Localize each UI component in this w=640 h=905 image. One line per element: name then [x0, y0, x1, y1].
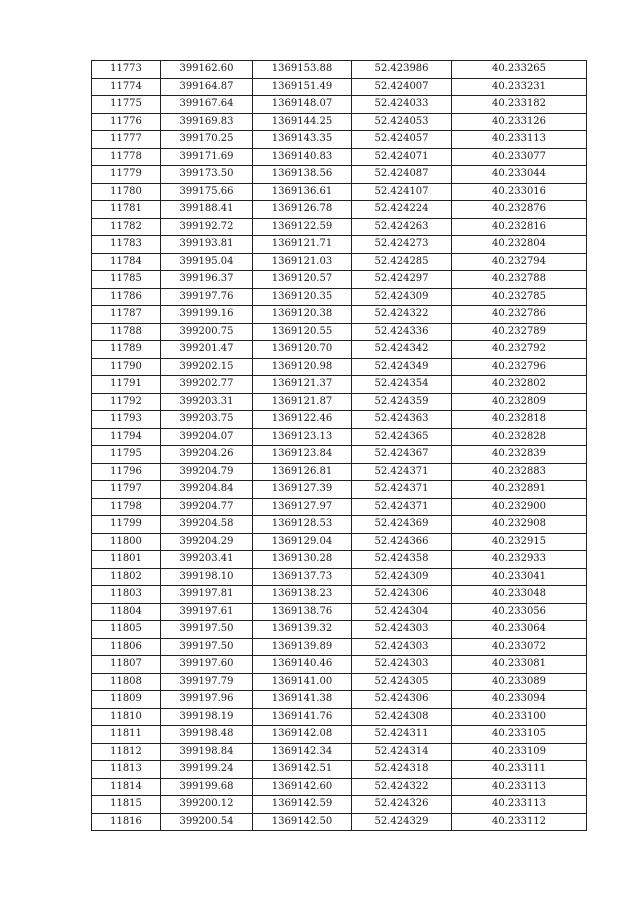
- point-number-cell: 11781: [92, 201, 161, 219]
- longitude-cell: 40.233077: [452, 148, 587, 166]
- longitude-cell: 40.232876: [452, 201, 587, 219]
- latitude-cell: 52.424342: [352, 341, 452, 359]
- x-coordinate-cell: 399200.75: [161, 323, 253, 341]
- latitude-cell: 52.424033: [352, 96, 452, 114]
- x-coordinate-cell: 399173.50: [161, 166, 253, 184]
- point-number-cell: 11790: [92, 358, 161, 376]
- longitude-cell: 40.233182: [452, 96, 587, 114]
- point-number-cell: 11807: [92, 656, 161, 674]
- longitude-cell: 40.232796: [452, 358, 587, 376]
- point-number-cell: 11782: [92, 218, 161, 236]
- latitude-cell: 52.424322: [352, 778, 452, 796]
- latitude-cell: 52.424087: [352, 166, 452, 184]
- y-coordinate-cell: 1369140.83: [253, 148, 352, 166]
- y-coordinate-cell: 1369122.46: [253, 411, 352, 429]
- latitude-cell: 52.424057: [352, 131, 452, 149]
- y-coordinate-cell: 1369122.59: [253, 218, 352, 236]
- x-coordinate-cell: 399195.04: [161, 253, 253, 271]
- table-row: [92, 358, 587, 376]
- latitude-cell: 52.424297: [352, 271, 452, 289]
- x-coordinate-cell: 399197.76: [161, 288, 253, 306]
- table-row: [92, 376, 587, 394]
- table-row: [92, 516, 587, 534]
- point-number-cell: 11776: [92, 113, 161, 131]
- latitude-cell: 52.424303: [352, 638, 452, 656]
- y-coordinate-cell: 1369129.04: [253, 533, 352, 551]
- point-number-cell: 11796: [92, 463, 161, 481]
- latitude-cell: 52.424358: [352, 551, 452, 569]
- point-number-cell: 11791: [92, 376, 161, 394]
- table-row: [92, 568, 587, 586]
- point-number-cell: 11774: [92, 78, 161, 96]
- longitude-cell: 40.232839: [452, 446, 587, 464]
- point-number-cell: 11773: [92, 61, 161, 79]
- longitude-cell: 40.233126: [452, 113, 587, 131]
- y-coordinate-cell: 1369142.08: [253, 726, 352, 744]
- latitude-cell: 52.424314: [352, 743, 452, 761]
- latitude-cell: 52.424329: [352, 813, 452, 831]
- latitude-cell: 52.424363: [352, 411, 452, 429]
- y-coordinate-cell: 1369136.61: [253, 183, 352, 201]
- x-coordinate-cell: 399198.84: [161, 743, 253, 761]
- x-coordinate-cell: 399204.07: [161, 428, 253, 446]
- table-row: [92, 621, 587, 639]
- longitude-cell: 40.233111: [452, 761, 587, 779]
- longitude-cell: 40.232891: [452, 481, 587, 499]
- point-number-cell: 11815: [92, 796, 161, 814]
- x-coordinate-cell: 399202.77: [161, 376, 253, 394]
- table-row: [92, 201, 587, 219]
- table-row: [92, 656, 587, 674]
- y-coordinate-cell: 1369130.28: [253, 551, 352, 569]
- point-number-cell: 11801: [92, 551, 161, 569]
- longitude-cell: 40.232794: [452, 253, 587, 271]
- latitude-cell: 52.424306: [352, 586, 452, 604]
- x-coordinate-cell: 399199.68: [161, 778, 253, 796]
- longitude-cell: 40.233041: [452, 568, 587, 586]
- latitude-cell: 52.424007: [352, 78, 452, 96]
- y-coordinate-cell: 1369142.51: [253, 761, 352, 779]
- x-coordinate-cell: 399197.81: [161, 586, 253, 604]
- point-number-cell: 11786: [92, 288, 161, 306]
- x-coordinate-cell: 399164.87: [161, 78, 253, 96]
- y-coordinate-cell: 1369139.32: [253, 621, 352, 639]
- point-number-cell: 11785: [92, 271, 161, 289]
- longitude-cell: 40.232792: [452, 341, 587, 359]
- point-number-cell: 11780: [92, 183, 161, 201]
- x-coordinate-cell: 399198.19: [161, 708, 253, 726]
- longitude-cell: 40.232933: [452, 551, 587, 569]
- table-row: [92, 183, 587, 201]
- latitude-cell: 52.424306: [352, 691, 452, 709]
- y-coordinate-cell: 1369139.89: [253, 638, 352, 656]
- point-number-cell: 11809: [92, 691, 161, 709]
- point-number-cell: 11813: [92, 761, 161, 779]
- point-number-cell: 11794: [92, 428, 161, 446]
- longitude-cell: 40.232789: [452, 323, 587, 341]
- x-coordinate-cell: 399196.37: [161, 271, 253, 289]
- longitude-cell: 40.232828: [452, 428, 587, 446]
- latitude-cell: 52.424309: [352, 288, 452, 306]
- longitude-cell: 40.233109: [452, 743, 587, 761]
- table-row: [92, 253, 587, 271]
- y-coordinate-cell: 1369120.57: [253, 271, 352, 289]
- longitude-cell: 40.232809: [452, 393, 587, 411]
- longitude-cell: 40.232883: [452, 463, 587, 481]
- latitude-cell: 52.424371: [352, 463, 452, 481]
- x-coordinate-cell: 399170.25: [161, 131, 253, 149]
- point-number-cell: 11789: [92, 341, 161, 359]
- x-coordinate-cell: 399193.81: [161, 236, 253, 254]
- x-coordinate-cell: 399162.60: [161, 61, 253, 79]
- table-row: [92, 288, 587, 306]
- point-number-cell: 11810: [92, 708, 161, 726]
- latitude-cell: 52.424071: [352, 148, 452, 166]
- latitude-cell: 52.424366: [352, 533, 452, 551]
- longitude-cell: 40.233081: [452, 656, 587, 674]
- point-number-cell: 11811: [92, 726, 161, 744]
- longitude-cell: 40.232804: [452, 236, 587, 254]
- point-number-cell: 11795: [92, 446, 161, 464]
- longitude-cell: 40.233105: [452, 726, 587, 744]
- point-number-cell: 11805: [92, 621, 161, 639]
- longitude-cell: 40.233072: [452, 638, 587, 656]
- x-coordinate-cell: 399204.84: [161, 481, 253, 499]
- table-row: [92, 428, 587, 446]
- y-coordinate-cell: 1369120.98: [253, 358, 352, 376]
- y-coordinate-cell: 1369127.39: [253, 481, 352, 499]
- point-number-cell: 11814: [92, 778, 161, 796]
- longitude-cell: 40.232900: [452, 498, 587, 516]
- y-coordinate-cell: 1369151.49: [253, 78, 352, 96]
- point-number-cell: 11784: [92, 253, 161, 271]
- longitude-cell: 40.233056: [452, 603, 587, 621]
- x-coordinate-cell: 399201.47: [161, 341, 253, 359]
- y-coordinate-cell: 1369144.25: [253, 113, 352, 131]
- table-row: [92, 586, 587, 604]
- table-row: [92, 393, 587, 411]
- latitude-cell: 52.424371: [352, 481, 452, 499]
- point-number-cell: 11777: [92, 131, 161, 149]
- point-number-cell: 11797: [92, 481, 161, 499]
- x-coordinate-cell: 399197.96: [161, 691, 253, 709]
- x-coordinate-cell: 399199.16: [161, 306, 253, 324]
- point-number-cell: 11783: [92, 236, 161, 254]
- longitude-cell: 40.233113: [452, 778, 587, 796]
- x-coordinate-cell: 399197.79: [161, 673, 253, 691]
- point-number-cell: 11792: [92, 393, 161, 411]
- point-number-cell: 11804: [92, 603, 161, 621]
- latitude-cell: 52.423986: [352, 61, 452, 79]
- x-coordinate-cell: 399169.83: [161, 113, 253, 131]
- point-number-cell: 11798: [92, 498, 161, 516]
- table-row: [92, 796, 587, 814]
- y-coordinate-cell: 1369141.76: [253, 708, 352, 726]
- y-coordinate-cell: 1369120.70: [253, 341, 352, 359]
- x-coordinate-cell: 399197.50: [161, 638, 253, 656]
- longitude-cell: 40.232908: [452, 516, 587, 534]
- latitude-cell: 52.424369: [352, 516, 452, 534]
- y-coordinate-cell: 1369141.38: [253, 691, 352, 709]
- longitude-cell: 40.233016: [452, 183, 587, 201]
- longitude-cell: 40.233094: [452, 691, 587, 709]
- latitude-cell: 52.424354: [352, 376, 452, 394]
- x-coordinate-cell: 399203.31: [161, 393, 253, 411]
- longitude-cell: 40.233112: [452, 813, 587, 831]
- y-coordinate-cell: 1369121.87: [253, 393, 352, 411]
- table-row: [92, 673, 587, 691]
- coordinate-table-body: [92, 61, 587, 831]
- longitude-cell: 40.232802: [452, 376, 587, 394]
- y-coordinate-cell: 1369123.13: [253, 428, 352, 446]
- y-coordinate-cell: 1369153.88: [253, 61, 352, 79]
- latitude-cell: 52.424367: [352, 446, 452, 464]
- table-row: [92, 463, 587, 481]
- x-coordinate-cell: 399188.41: [161, 201, 253, 219]
- table-row: [92, 218, 587, 236]
- x-coordinate-cell: 399204.79: [161, 463, 253, 481]
- longitude-cell: 40.233064: [452, 621, 587, 639]
- latitude-cell: 52.424309: [352, 568, 452, 586]
- longitude-cell: 40.232788: [452, 271, 587, 289]
- table-row: [92, 498, 587, 516]
- point-number-cell: 11812: [92, 743, 161, 761]
- point-number-cell: 11799: [92, 516, 161, 534]
- point-number-cell: 11778: [92, 148, 161, 166]
- longitude-cell: 40.232816: [452, 218, 587, 236]
- longitude-cell: 40.232915: [452, 533, 587, 551]
- table-row: [92, 113, 587, 131]
- longitude-cell: 40.233044: [452, 166, 587, 184]
- table-row: [92, 743, 587, 761]
- point-number-cell: 11788: [92, 323, 161, 341]
- longitude-cell: 40.232818: [452, 411, 587, 429]
- longitude-cell: 40.232786: [452, 306, 587, 324]
- point-number-cell: 11787: [92, 306, 161, 324]
- latitude-cell: 52.424224: [352, 201, 452, 219]
- longitude-cell: 40.233113: [452, 796, 587, 814]
- table-row: [92, 131, 587, 149]
- y-coordinate-cell: 1369120.35: [253, 288, 352, 306]
- x-coordinate-cell: 399198.48: [161, 726, 253, 744]
- latitude-cell: 52.424053: [352, 113, 452, 131]
- x-coordinate-cell: 399202.15: [161, 358, 253, 376]
- point-number-cell: 11808: [92, 673, 161, 691]
- latitude-cell: 52.424311: [352, 726, 452, 744]
- longitude-cell: 40.233089: [452, 673, 587, 691]
- x-coordinate-cell: 399200.54: [161, 813, 253, 831]
- table-row: [92, 726, 587, 744]
- longitude-cell: 40.233231: [452, 78, 587, 96]
- y-coordinate-cell: 1369127.97: [253, 498, 352, 516]
- latitude-cell: 52.424322: [352, 306, 452, 324]
- table-row: [92, 271, 587, 289]
- y-coordinate-cell: 1369148.07: [253, 96, 352, 114]
- y-coordinate-cell: 1369128.53: [253, 516, 352, 534]
- table-row: [92, 638, 587, 656]
- x-coordinate-cell: 399167.64: [161, 96, 253, 114]
- longitude-cell: 40.233265: [452, 61, 587, 79]
- x-coordinate-cell: 399203.41: [161, 551, 253, 569]
- y-coordinate-cell: 1369126.78: [253, 201, 352, 219]
- point-number-cell: 11779: [92, 166, 161, 184]
- y-coordinate-cell: 1369142.50: [253, 813, 352, 831]
- table-row: [92, 446, 587, 464]
- point-number-cell: 11800: [92, 533, 161, 551]
- y-coordinate-cell: 1369137.73: [253, 568, 352, 586]
- table-row: [92, 481, 587, 499]
- point-number-cell: 11806: [92, 638, 161, 656]
- point-number-cell: 11816: [92, 813, 161, 831]
- y-coordinate-cell: 1369142.59: [253, 796, 352, 814]
- x-coordinate-cell: 399203.75: [161, 411, 253, 429]
- latitude-cell: 52.424305: [352, 673, 452, 691]
- y-coordinate-cell: 1369120.55: [253, 323, 352, 341]
- y-coordinate-cell: 1369142.60: [253, 778, 352, 796]
- latitude-cell: 52.424318: [352, 761, 452, 779]
- table-row: [92, 61, 587, 79]
- latitude-cell: 52.424371: [352, 498, 452, 516]
- latitude-cell: 52.424365: [352, 428, 452, 446]
- longitude-cell: 40.233048: [452, 586, 587, 604]
- latitude-cell: 52.424303: [352, 621, 452, 639]
- longitude-cell: 40.232785: [452, 288, 587, 306]
- x-coordinate-cell: 399204.29: [161, 533, 253, 551]
- table-row: [92, 691, 587, 709]
- x-coordinate-cell: 399171.69: [161, 148, 253, 166]
- latitude-cell: 52.424359: [352, 393, 452, 411]
- y-coordinate-cell: 1369138.23: [253, 586, 352, 604]
- table-row: [92, 813, 587, 831]
- point-number-cell: 11803: [92, 586, 161, 604]
- x-coordinate-cell: 399197.50: [161, 621, 253, 639]
- latitude-cell: 52.424304: [352, 603, 452, 621]
- latitude-cell: 52.424273: [352, 236, 452, 254]
- latitude-cell: 52.424336: [352, 323, 452, 341]
- table-row: [92, 778, 587, 796]
- y-coordinate-cell: 1369138.56: [253, 166, 352, 184]
- x-coordinate-cell: 399175.66: [161, 183, 253, 201]
- y-coordinate-cell: 1369126.81: [253, 463, 352, 481]
- point-number-cell: 11775: [92, 96, 161, 114]
- latitude-cell: 52.424326: [352, 796, 452, 814]
- y-coordinate-cell: 1369123.84: [253, 446, 352, 464]
- table-row: [92, 341, 587, 359]
- point-number-cell: 11802: [92, 568, 161, 586]
- table-row: [92, 551, 587, 569]
- y-coordinate-cell: 1369121.03: [253, 253, 352, 271]
- x-coordinate-cell: 399204.58: [161, 516, 253, 534]
- x-coordinate-cell: 399200.12: [161, 796, 253, 814]
- latitude-cell: 52.424349: [352, 358, 452, 376]
- longitude-cell: 40.233100: [452, 708, 587, 726]
- table-row: [92, 78, 587, 96]
- table-row: [92, 306, 587, 324]
- table-row: [92, 148, 587, 166]
- y-coordinate-cell: 1369121.37: [253, 376, 352, 394]
- y-coordinate-cell: 1369121.71: [253, 236, 352, 254]
- table-row: [92, 708, 587, 726]
- x-coordinate-cell: 399199.24: [161, 761, 253, 779]
- table-row: [92, 236, 587, 254]
- y-coordinate-cell: 1369141.00: [253, 673, 352, 691]
- latitude-cell: 52.424107: [352, 183, 452, 201]
- table-row: [92, 603, 587, 621]
- x-coordinate-cell: 399197.60: [161, 656, 253, 674]
- table-row: [92, 411, 587, 429]
- y-coordinate-cell: 1369140.46: [253, 656, 352, 674]
- x-coordinate-cell: 399204.26: [161, 446, 253, 464]
- longitude-cell: 40.233113: [452, 131, 587, 149]
- latitude-cell: 52.424263: [352, 218, 452, 236]
- x-coordinate-cell: 399192.72: [161, 218, 253, 236]
- x-coordinate-cell: 399198.10: [161, 568, 253, 586]
- table-row: [92, 323, 587, 341]
- y-coordinate-cell: 1369120.38: [253, 306, 352, 324]
- latitude-cell: 52.424308: [352, 708, 452, 726]
- table-row: [92, 96, 587, 114]
- y-coordinate-cell: 1369142.34: [253, 743, 352, 761]
- y-coordinate-cell: 1369138.76: [253, 603, 352, 621]
- latitude-cell: 52.424303: [352, 656, 452, 674]
- y-coordinate-cell: 1369143.35: [253, 131, 352, 149]
- table-row: [92, 533, 587, 551]
- point-number-cell: 11793: [92, 411, 161, 429]
- coordinate-table: [91, 60, 587, 831]
- x-coordinate-cell: 399204.77: [161, 498, 253, 516]
- table-row: [92, 166, 587, 184]
- table-row: [92, 761, 587, 779]
- latitude-cell: 52.424285: [352, 253, 452, 271]
- x-coordinate-cell: 399197.61: [161, 603, 253, 621]
